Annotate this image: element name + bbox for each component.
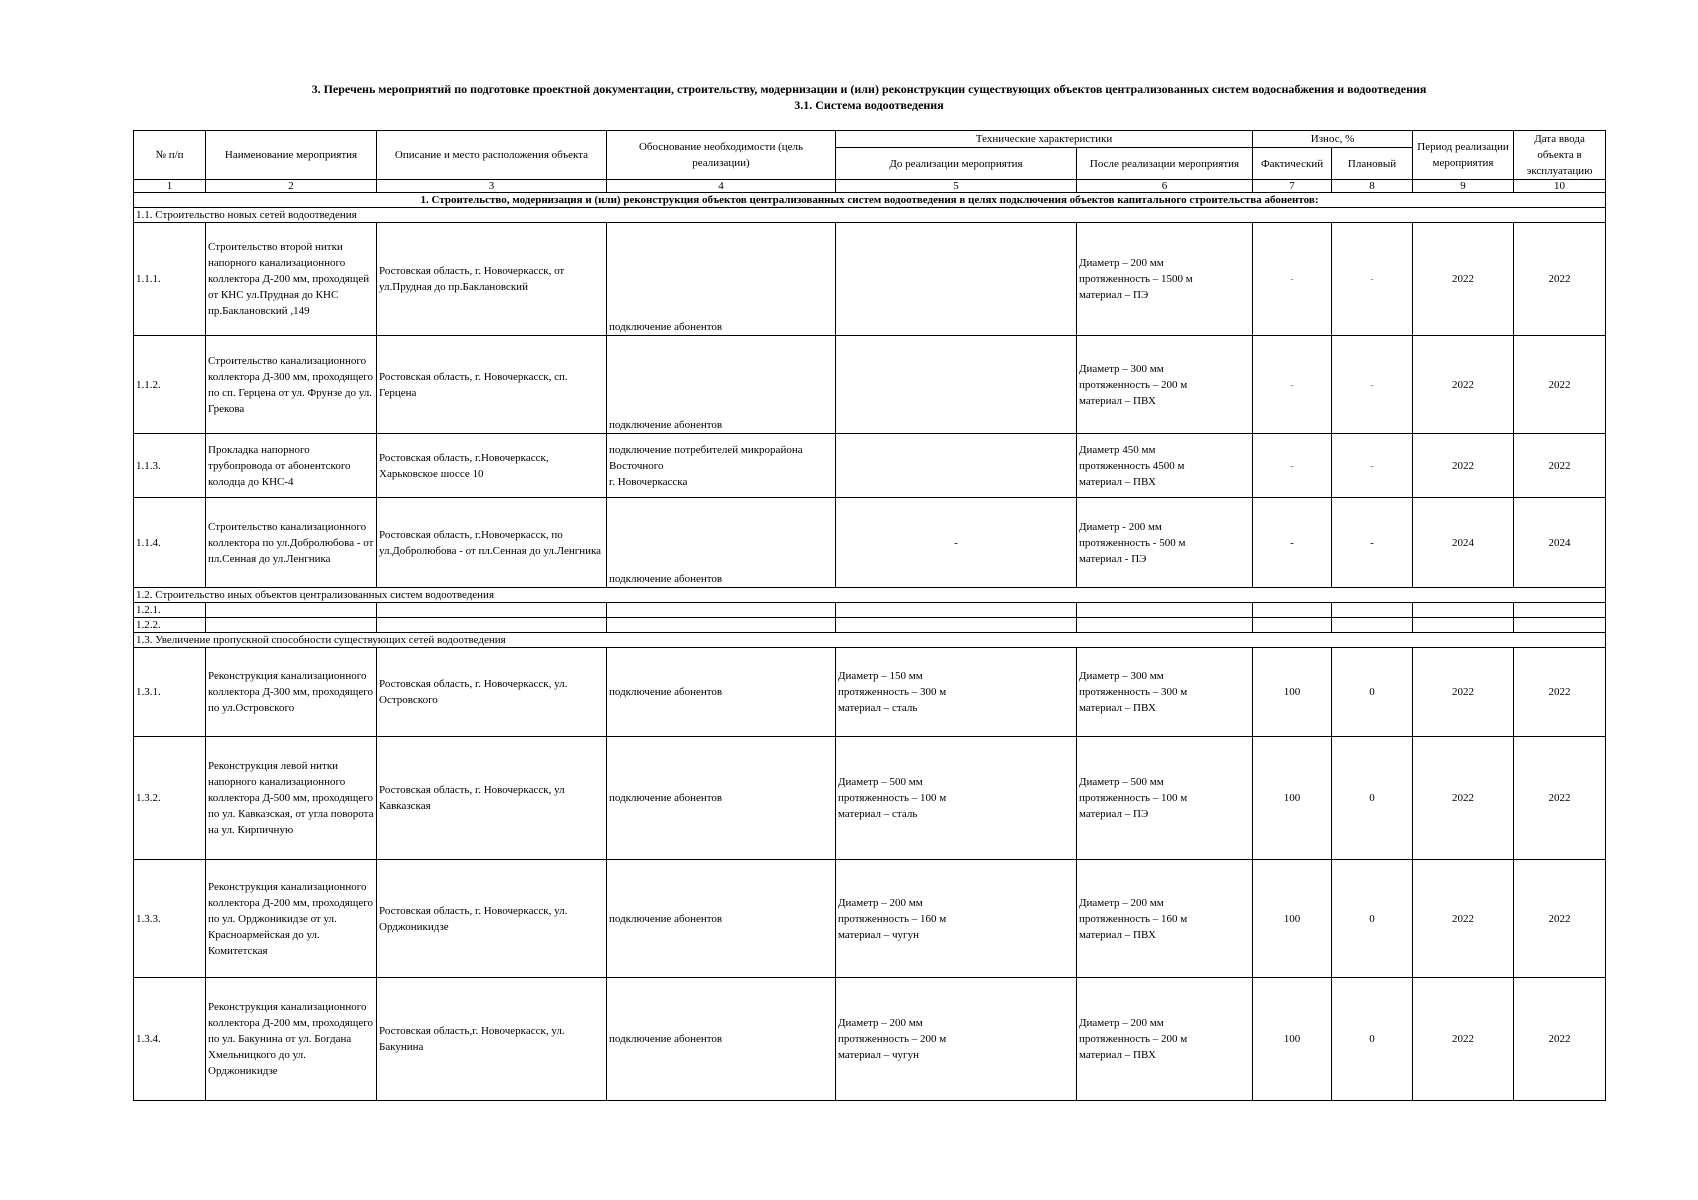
cell-date: 2022 [1514,223,1606,336]
cell-location: Ростовская область, г.Новочеркасск, Харьковское шоссе 10 [377,434,607,498]
cell-period: 2022 [1413,648,1514,737]
cell-after: Диаметр – 200 мм протяженность – 1500 м материал – ПЭ [1077,223,1253,336]
cell-after: Диаметр 450 мм протяженность 4500 м материал – ПВХ [1077,434,1253,498]
cell-date: 2022 [1514,737,1606,860]
column-number: 6 [1077,180,1253,193]
cell-num: 1.2.2. [134,618,206,633]
table-row [134,223,1606,336]
cell-after: Диаметр - 200 мм протяженность - 500 м материал - ПЭ [1077,498,1253,588]
cell-justification: подключение абонентов [607,336,836,434]
cell-location: Ростовская область, г. Новочеркасск, ул. Островского [377,648,607,737]
cell-period: 2022 [1413,978,1514,1101]
table-row [134,603,1606,618]
cell-name: Реконструкция левой нитки напорного канализационного коллектора Д-500 мм, проходящего по ул. Кавказская, от угла поворота на ул. Кирпичную [206,737,377,860]
cell-location: Ростовская область, г.Новочеркасск, по ул.Добролюбова - от пл.Сенная до ул.Ленгника [377,498,607,588]
cell-name: Реконструкция канализационного коллектора Д-300 мм, проходящего по ул.Островского [206,648,377,737]
cell-num: 1.1.4. [134,498,206,588]
cell-wear-planned: - [1332,434,1413,498]
cell-name: Реконструкция канализационного коллектора Д-200 мм, проходящего по ул. Бакунина от ул. Богдана Хмельницкого до ул. Орджоникидзе [206,978,377,1101]
cell-after: Диаметр – 200 мм протяженность – 200 м материал – ПВХ [1077,978,1253,1101]
table-row [134,860,1606,978]
cell-location: Ростовская область, г. Новочеркасск, сп. Герцена [377,336,607,434]
cell-num: 1.1.1. [134,223,206,336]
cell-after: Диаметр – 200 мм протяженность – 160 м материал – ПВХ [1077,860,1253,978]
subsection-title: 1.2. Строительство иных объектов централизованных систем водоотведения [134,588,1606,603]
cell-wear-actual: - [1253,498,1332,588]
cell-wear-planned: 0 [1332,860,1413,978]
cell-wear-planned: 0 [1332,978,1413,1101]
cell-date: 2022 [1514,648,1606,737]
table-row [134,498,1606,588]
cell-period: 2022 [1413,434,1514,498]
cell-justification: подключение абонентов [607,978,836,1101]
header-wear-actual: Фактический [1253,148,1332,180]
cell-period: 2022 [1413,336,1514,434]
cell-wear-planned: - [1332,223,1413,336]
cell-wear-actual: 100 [1253,978,1332,1101]
cell-period: 2022 [1413,223,1514,336]
header-num: № п/п [134,131,206,180]
cell-name: Строительство канализационного коллектора по ул.Добролюбова - от пл.Сенная до ул.Ленгника [206,498,377,588]
column-number: 4 [607,180,836,193]
cell-location: Ростовская область, г. Новочеркасск, от ул.Прудная до пр.Баклановский [377,223,607,336]
table-row [134,434,1606,498]
table-row [134,737,1606,860]
cell-name: Реконструкция канализационного коллектора Д-200 мм, проходящего по ул. Орджоникидзе от ул. Красноармейская до ул. Комитетская [206,860,377,978]
cell-justification: подключение абонентов [607,860,836,978]
table-row [134,618,1606,633]
subsection-title: 1.3. Увеличение пропускной способности существующих сетей водоотведения [134,633,1606,648]
cell-before [836,223,1077,336]
header-location: Описание и место расположения объекта [377,131,607,180]
table-row [134,978,1606,1101]
column-number: 1 [134,180,206,193]
cell-location: Ростовская область, г. Новочеркасск, ул. Орджоникидзе [377,860,607,978]
cell-after: Диаметр – 500 мм протяженность – 100 м материал – ПЭ [1077,737,1253,860]
cell-date: 2022 [1514,336,1606,434]
cell-period: 2022 [1413,737,1514,860]
column-number: 5 [836,180,1077,193]
cell-period: 2022 [1413,860,1514,978]
cell-name: Строительство второй нитки напорного канализационного коллектора Д-200 мм, проходящей от КНС ул.Прудная до КНС пр.Баклановский ,149 [206,223,377,336]
header-justification: Обоснование необходимости (цель реализации) [607,131,836,180]
measures-table [133,130,1606,1101]
cell-name: Строительство канализационного коллектора Д-300 мм, проходящего по сп. Герцена от ул. Фрунзе до ул. Грекова [206,336,377,434]
cell-num: 1.3.4. [134,978,206,1101]
header-tech-after: После реализации мероприятия [1077,148,1253,180]
header-wear-planned: Плановый [1332,148,1413,180]
cell-before: Диаметр – 200 мм протяженность – 200 м материал – чугун [836,978,1077,1101]
cell-date: 2022 [1514,860,1606,978]
column-number: 2 [206,180,377,193]
cell-before [836,336,1077,434]
cell-justification: подключение потребителей микрорайона Восточного г. Новочеркасска [607,434,836,498]
cell-justification: подключение абонентов [607,737,836,860]
cell-period: 2024 [1413,498,1514,588]
cell-location: Ростовская область,г. Новочеркасск, ул. Бакунина [377,978,607,1101]
cell-date: 2024 [1514,498,1606,588]
cell-name: Прокладка напорного трубопровода от абонентского колодца до КНС-4 [206,434,377,498]
cell-wear-actual: - [1253,434,1332,498]
cell-num: 1.1.2. [134,336,206,434]
cell-num: 1.3.1. [134,648,206,737]
table-row [134,336,1606,434]
cell-justification: подключение абонентов [607,648,836,737]
header-tech-before: До реализации мероприятия [836,148,1077,180]
cell-wear-actual: 100 [1253,648,1332,737]
cell-justification: подключение абонентов [607,223,836,336]
cell-location: Ростовская область, г. Новочеркасск, ул Кавказская [377,737,607,860]
cell-wear-actual: - [1253,223,1332,336]
document-subheading: 3.1. Система водоотведения [794,98,944,112]
header-name: Наименование мероприятия [206,131,377,180]
header-date: Дата ввода объекта в эксплуатацию [1514,131,1606,180]
subsection-title: 1.1. Строительство новых сетей водоотведения [134,208,1606,223]
column-number: 7 [1253,180,1332,193]
section-title: 1. Строительство, модернизация и (или) реконструкция объектов централизованных систем водоотведения в целях подключения объектов капитального строительства абонентов: [134,193,1606,208]
cell-before: Диаметр – 150 мм протяженность – 300 м материал – сталь [836,648,1077,737]
cell-after: Диаметр – 300 мм протяженность – 200 м материал – ПВХ [1077,336,1253,434]
column-number: 9 [1413,180,1514,193]
column-number: 3 [377,180,607,193]
header-tech: Технические характеристики [836,131,1253,148]
cell-date: 2022 [1514,434,1606,498]
cell-after: Диаметр – 300 мм протяженность – 300 м материал – ПВХ [1077,648,1253,737]
header-period: Период реализации мероприятия [1413,131,1514,180]
cell-num: 1.3.2. [134,737,206,860]
header-wear: Износ, % [1253,131,1413,148]
cell-num: 1.2.1. [134,603,206,618]
cell-date: 2022 [1514,978,1606,1101]
cell-wear-actual: 100 [1253,860,1332,978]
cell-num: 1.1.3. [134,434,206,498]
cell-wear-actual: 100 [1253,737,1332,860]
cell-wear-actual: - [1253,336,1332,434]
column-number: 8 [1332,180,1413,193]
table-row [134,648,1606,737]
cell-before: Диаметр – 200 мм протяженность – 160 м материал – чугун [836,860,1077,978]
column-number: 10 [1514,180,1606,193]
cell-wear-planned: 0 [1332,737,1413,860]
cell-wear-planned: - [1332,498,1413,588]
cell-before [836,434,1077,498]
cell-num: 1.3.3. [134,860,206,978]
cell-wear-planned: - [1332,336,1413,434]
cell-wear-planned: 0 [1332,648,1413,737]
document-heading: 3. Перечень мероприятий по подготовке проектной документации, строительству, модернизации и (или) реконструкции существующих объектов централизованных систем водоснабжения и водоотведения [311,82,1427,96]
cell-before: Диаметр – 500 мм протяженность – 100 м материал – сталь [836,737,1077,860]
cell-before: - [836,498,1077,588]
cell-justification: подключение абонентов [607,498,836,588]
